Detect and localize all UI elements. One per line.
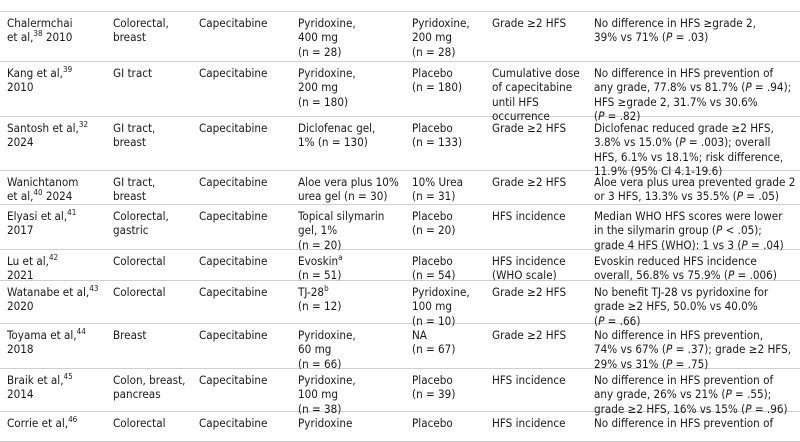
chemotherapy-cell: [199, 254, 297, 268]
result-text: No difference in HFS prevention of: [594, 66, 800, 80]
control-cell: [412, 285, 492, 328]
study-text: 2018: [7, 342, 117, 356]
control-cell: [412, 254, 492, 283]
cancer-type-text: Colon, breast,: [113, 373, 198, 387]
cancer-type-text: gastric: [113, 223, 198, 237]
control-text: (n = 20): [412, 223, 492, 237]
intervention-text: (n = 28): [298, 45, 410, 59]
table-row: [0, 250, 800, 281]
result-text: Median WHO HFS scores were lower: [594, 209, 800, 223]
intervention-text: (n = 180): [298, 95, 410, 109]
cancer-type-text: GI tract,: [113, 121, 198, 135]
end-point-text: occurrence: [492, 109, 594, 123]
control-text: (n = 67): [412, 342, 492, 356]
result-text: No difference in HFS prevention of: [594, 416, 800, 430]
result-text: Evoskin reduced HFS incidence: [594, 254, 800, 268]
control-text: (n = 180): [412, 80, 492, 94]
table-row: [0, 117, 800, 171]
chemotherapy-cell: [199, 328, 297, 342]
intervention-cell: [298, 254, 410, 283]
study-text: Toyama et al,$^{44}$: [7, 328, 117, 342]
cancer-type-text: GI tract: [113, 66, 198, 80]
control-text: (n = 39): [412, 387, 492, 401]
chemotherapy-text: Capecitabine: [199, 373, 297, 387]
cancer-type-cell: [113, 416, 198, 430]
study-text: 2020: [7, 299, 117, 313]
end-point-text: Grade ≥2 HFS: [492, 121, 594, 135]
cancer-type-text: Colorectal,: [113, 16, 198, 30]
study-cell: [7, 209, 117, 238]
result-cell: [594, 328, 800, 371]
table-row: [0, 205, 800, 250]
intervention-cell: [298, 209, 410, 252]
result-cell: [594, 254, 800, 283]
end-point-text: HFS incidence: [492, 254, 594, 268]
intervention-text: 400 mg: [298, 30, 410, 44]
result-text: grade ≥2 HFS, 16% vs 15% (P = .96): [594, 402, 800, 416]
cancer-type-cell: [113, 66, 198, 80]
intervention-text: (n = 66): [298, 357, 410, 371]
study-cell: [7, 254, 117, 283]
chemotherapy-text: Capecitabine: [199, 416, 297, 430]
study-text: Chalermchai: [7, 16, 117, 30]
intervention-text: 200 mg: [298, 80, 410, 94]
intervention-text: (n = 51): [298, 268, 410, 282]
end-point-text: Cumulative dose: [492, 66, 594, 80]
chemotherapy-cell: [199, 373, 297, 387]
study-text: Kang et al,$^{39}$: [7, 66, 117, 80]
cancer-type-cell: [113, 175, 198, 204]
intervention-cell: [298, 175, 410, 204]
table-row: [0, 12, 800, 62]
end-point-text: Grade ≥2 HFS: [492, 328, 594, 342]
intervention-text: Aloe vera plus 10%: [298, 175, 410, 189]
chemotherapy-text: Capecitabine: [199, 121, 297, 135]
control-text: NA: [412, 328, 492, 342]
control-text: Placebo: [412, 66, 492, 80]
study-text: et al,$^{40}$ 2024: [7, 189, 117, 203]
study-cell: [7, 121, 117, 150]
result-cell: [594, 416, 800, 430]
study-text: Braik et al,$^{45}$: [7, 373, 117, 387]
chemotherapy-text: Capecitabine: [199, 285, 297, 299]
result-text: any grade, 26% vs 21% (P = .55);: [594, 387, 800, 401]
end-point-text: HFS incidence: [492, 209, 594, 223]
control-cell: [412, 373, 492, 402]
intervention-text: (n = 12): [298, 299, 410, 313]
chemotherapy-cell: [199, 416, 297, 430]
control-text: 10% Urea: [412, 175, 492, 189]
cancer-type-cell: [113, 16, 198, 45]
result-text: Diclofenac reduced grade ≥2 HFS,: [594, 121, 800, 135]
control-cell: [412, 328, 492, 357]
intervention-text: Evoskin$^a$: [298, 254, 410, 268]
intervention-text: urea gel (n = 30): [298, 189, 410, 203]
result-cell: [594, 209, 800, 252]
control-text: (n = 10): [412, 314, 492, 328]
end-point-cell: [492, 66, 594, 124]
chemotherapy-text: Capecitabine: [199, 328, 297, 342]
study-text: 2010: [7, 80, 117, 94]
chemotherapy-cell: [199, 121, 297, 135]
chemotherapy-cell: [199, 175, 297, 189]
end-point-cell: [492, 175, 594, 189]
study-cell: [7, 175, 117, 204]
control-cell: [412, 175, 492, 204]
end-point-text: until HFS: [492, 95, 594, 109]
control-text: Placebo: [412, 209, 492, 223]
end-point-text: of capecitabine: [492, 80, 594, 94]
chemotherapy-text: Capecitabine: [199, 254, 297, 268]
cancer-type-text: Colorectal,: [113, 209, 198, 223]
result-text: 74% vs 67% (P = .37); grade ≥2 HFS,: [594, 342, 800, 356]
intervention-text: (n = 20): [298, 238, 410, 252]
cancer-type-cell: [113, 328, 198, 342]
end-point-cell: [492, 285, 594, 299]
intervention-text: Pyridoxine,: [298, 373, 410, 387]
end-point-cell: [492, 328, 594, 342]
study-cell: [7, 328, 117, 357]
intervention-text: Pyridoxine,: [298, 16, 410, 30]
intervention-text: Pyridoxine,: [298, 328, 410, 342]
control-cell: [412, 121, 492, 150]
result-text: No difference in HFS ≥grade 2,: [594, 16, 800, 30]
result-text: Aloe vera plus urea prevented grade 2: [594, 175, 800, 189]
control-text: 200 mg: [412, 30, 492, 44]
study-text: Santosh et al,$^{32}$: [7, 121, 117, 135]
chemotherapy-text: Capecitabine: [199, 66, 297, 80]
result-text: grade ≥2 HFS, 50.0% vs 40.0%: [594, 299, 800, 313]
result-text: 3.8% vs 15.0% (P = .003); overall: [594, 135, 800, 149]
intervention-text: gel, 1%: [298, 223, 410, 237]
chemotherapy-cell: [199, 16, 297, 30]
end-point-cell: [492, 209, 594, 223]
intervention-cell: [298, 16, 410, 59]
result-text: (P = .82): [594, 109, 800, 123]
study-text: 2014: [7, 387, 117, 401]
control-cell: [412, 416, 492, 430]
table-row: [0, 171, 800, 205]
result-cell: [594, 175, 800, 204]
table-row: [0, 62, 800, 117]
result-text: overall, 56.8% vs 75.9% (P = .006): [594, 268, 800, 282]
table-row: [0, 369, 800, 412]
cancer-type-text: breast: [113, 135, 198, 149]
intervention-text: (n = 38): [298, 402, 410, 416]
study-text: Wanichtanom: [7, 175, 117, 189]
cancer-type-text: Colorectal: [113, 416, 198, 430]
control-text: Placebo: [412, 254, 492, 268]
cancer-type-cell: [113, 121, 198, 150]
study-text: Lu et al,$^{42}$: [7, 254, 117, 268]
intervention-text: 60 mg: [298, 342, 410, 356]
intervention-text: TJ-28$^b$: [298, 285, 410, 299]
end-point-text: Grade ≥2 HFS: [492, 16, 594, 30]
cancer-type-text: breast: [113, 30, 198, 44]
control-cell: [412, 66, 492, 95]
intervention-cell: [298, 373, 410, 416]
result-text: any grade, 77.8% vs 81.7% (P = .94);: [594, 80, 800, 94]
chemotherapy-cell: [199, 209, 297, 223]
result-text: grade 4 HFS (WHO): 1 vs 3 (P = .04): [594, 238, 800, 252]
study-cell: [7, 416, 117, 430]
result-text: HFS ≥grade 2, 31.7% vs 30.6%: [594, 95, 800, 109]
intervention-cell: [298, 328, 410, 371]
control-text: Pyridoxine,: [412, 16, 492, 30]
end-point-cell: [492, 373, 594, 387]
study-text: 2024: [7, 135, 117, 149]
control-text: Placebo: [412, 416, 492, 430]
intervention-text: Topical silymarin: [298, 209, 410, 223]
table-row: [0, 281, 800, 324]
control-text: Placebo: [412, 373, 492, 387]
result-cell: [594, 373, 800, 416]
intervention-cell: [298, 416, 410, 430]
result-text: HFS, 6.1% vs 18.1%; risk difference,: [594, 150, 800, 164]
end-point-cell: [492, 416, 594, 430]
result-text: No difference in HFS prevention,: [594, 328, 800, 342]
end-point-text: HFS incidence: [492, 373, 594, 387]
cancer-type-text: Breast: [113, 328, 198, 342]
cancer-type-text: breast: [113, 189, 198, 203]
result-text: 39% vs 71% (P = .03): [594, 30, 800, 44]
chemotherapy-cell: [199, 66, 297, 80]
cancer-type-text: GI tract,: [113, 175, 198, 189]
cancer-type-text: pancreas: [113, 387, 198, 401]
study-cell: [7, 285, 117, 314]
intervention-text: 100 mg: [298, 387, 410, 401]
end-point-text: Grade ≥2 HFS: [492, 285, 594, 299]
control-cell: [412, 16, 492, 59]
intervention-text: Diclofenac gel,: [298, 121, 410, 135]
table-row: [0, 324, 800, 369]
intervention-cell: [298, 285, 410, 314]
end-point-cell: [492, 16, 594, 30]
end-point-text: Grade ≥2 HFS: [492, 175, 594, 189]
result-text: (P = .66): [594, 314, 800, 328]
intervention-text: Pyridoxine: [298, 416, 410, 430]
control-cell: [412, 209, 492, 238]
end-point-text: HFS incidence: [492, 416, 594, 430]
study-text: et al,$^{38}$ 2010: [7, 30, 117, 44]
result-cell: [594, 66, 800, 124]
control-text: 100 mg: [412, 299, 492, 313]
result-cell: [594, 16, 800, 45]
study-text: Corrie et al,$^{46}$: [7, 416, 117, 430]
result-cell: [594, 285, 800, 328]
chemotherapy-cell: [199, 285, 297, 299]
cancer-type-text: Colorectal: [113, 254, 198, 268]
chemotherapy-text: Capecitabine: [199, 16, 297, 30]
control-text: Placebo: [412, 121, 492, 135]
study-cell: [7, 373, 117, 402]
result-text: No difference in HFS prevention of: [594, 373, 800, 387]
end-point-cell: [492, 121, 594, 135]
intervention-cell: [298, 121, 410, 150]
study-cell: [7, 16, 117, 45]
end-point-text: (WHO scale): [492, 268, 594, 282]
result-cell: [594, 121, 800, 179]
chemotherapy-text: Capecitabine: [199, 209, 297, 223]
intervention-text: 1% (n = 130): [298, 135, 410, 149]
cancer-type-cell: [113, 373, 198, 402]
table-row: [0, 0, 800, 12]
control-text: (n = 133): [412, 135, 492, 149]
result-text: No benefit TJ-28 vs pyridoxine for: [594, 285, 800, 299]
result-text: or 3 HFS, 13.3% vs 35.5% (P = .05): [594, 189, 800, 203]
result-text: 11.9% (95% CI 4.1-19.6): [594, 164, 800, 178]
study-text: 2021: [7, 268, 117, 282]
cancer-type-cell: [113, 285, 198, 299]
control-text: (n = 54): [412, 268, 492, 282]
cancer-type-cell: [113, 209, 198, 238]
study-text: 2017: [7, 223, 117, 237]
cancer-type-text: Colorectal: [113, 285, 198, 299]
intervention-text: Pyridoxine,: [298, 66, 410, 80]
intervention-cell: [298, 66, 410, 109]
control-text: Pyridoxine,: [412, 285, 492, 299]
table-row: [0, 412, 800, 442]
result-text: in the silymarin group (P < .05);: [594, 223, 800, 237]
result-text: 29% vs 31% (P = .75): [594, 357, 800, 371]
study-cell: [7, 66, 117, 95]
study-text: Elyasi et al,$^{41}$: [7, 209, 117, 223]
cancer-type-cell: [113, 254, 198, 268]
control-text: (n = 31): [412, 189, 492, 203]
chemotherapy-text: Capecitabine: [199, 175, 297, 189]
end-point-cell: [492, 254, 594, 283]
control-text: (n = 28): [412, 45, 492, 59]
study-text: Watanabe et al,$^{43}$: [7, 285, 117, 299]
